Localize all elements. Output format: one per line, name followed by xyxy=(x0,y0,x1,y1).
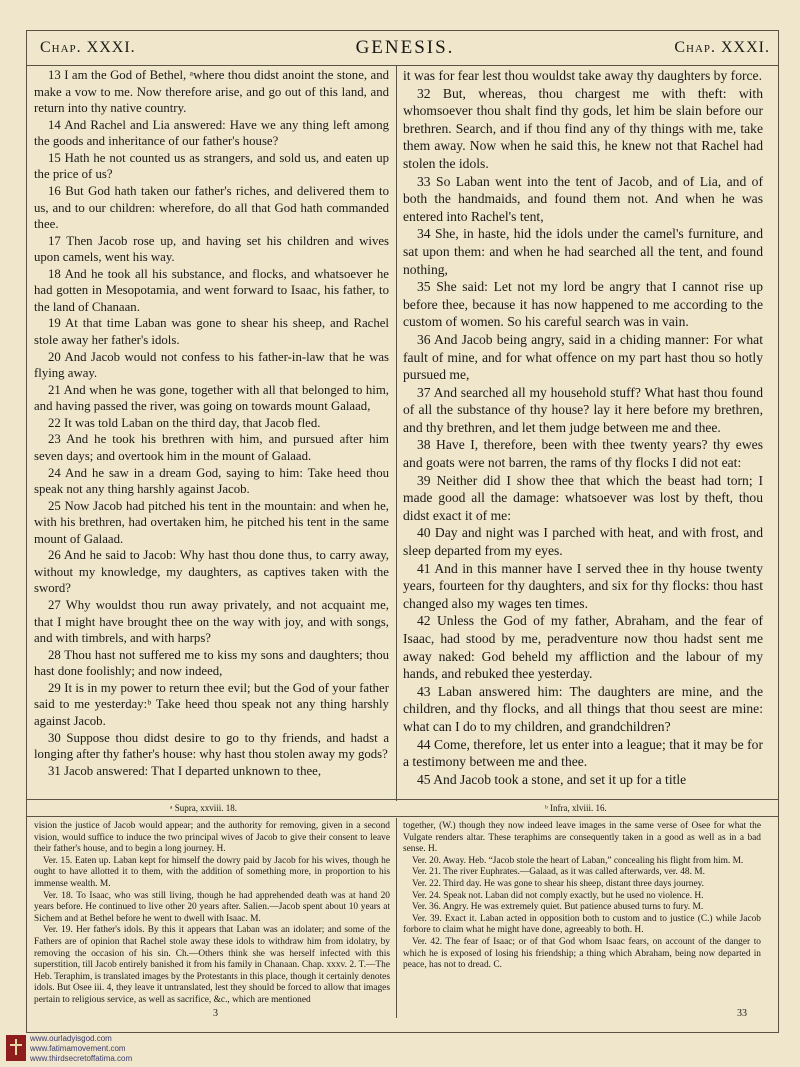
verse-paragraph: 22 It was told Laban on the third day, that Jacob fled. xyxy=(48,415,321,430)
commentary-note: Ver. 15. Eaten up. Laban kept for himself the dowry paid by Jacob for his wives, though he ought to have allotted it to them, with the addition of something more, in proportion to his immense wealth. M. xyxy=(34,855,390,889)
commentary-note: vision the justice of Jacob would appear; and the authority for removing, given in a second vision, would suffice to induce the two principal wives of Jacob to give their consent to leave their father's house, and to begin a long journey. H. xyxy=(34,821,390,855)
verse-paragraph: 14 And Rachel and Lia answered: Have we any thing left among the goods and inheritance of our father's house? xyxy=(34,117,389,149)
verse-paragraph: 41 And in this manner have I served thee in thy house twenty years, fourteen for thy daughters, and six for thy flocks: thou hast changed also my wages ten times. xyxy=(403,560,763,611)
verse-paragraph: 37 And searched all my household stuff? What hast thou found of all the substance of thy house? lay it here before my brethren, and thy brethren, and let them judge between me and thee. xyxy=(403,384,763,435)
watermark-urls xyxy=(30,1034,132,1064)
watermark-url[interactable]: www.fatimamovement.com xyxy=(30,1044,126,1053)
verse-paragraph: 43 Laban answered him: The daughters are mine, and the children, and thy flocks, and all things that thou seest are mine: what can I do to my children, and grandchildren? xyxy=(403,683,763,734)
verse-paragraph: 19 At that time Laban was gone to shear his sheep, and Rachel stole away her father's idols. xyxy=(34,316,389,347)
verse-paragraph: 17 Then Jacob rose up, and having set his children and wives upon camels, went his way. xyxy=(34,233,389,265)
commentary-note: Ver. 19. Her father's idols. By this it appears that Laban was an idolater; and some of the Fathers are of opinion that Rachel stole away these idols to withdraw him from idolatry, by removing the occasion of his sin. Ch.—Others think she was herself infected with this superstition, till Jacob entirely banished it from his family in Chanaan. Chap. xxxv. 2. T.—The Heb. Teraphim, is translated images by the Protestants in this place, though it certainly denotes idols. But Osee iii. 4, they leave it untranslated, lest they should be forced to allow that images pertain to religious service, as well as sacrifice, &c., which are mentioned xyxy=(34,925,390,1005)
header-chapter-left: Chap. XXXI. xyxy=(40,39,136,56)
verse-paragraph: 23 And he took his brethren with him, and pursued after him seven days; and overtook him in the mount of Galaad. xyxy=(34,432,389,463)
header-chapter-right: Chap. XXXI. xyxy=(674,39,770,56)
verse-paragraph: 27 Why wouldst thou run away privately, and not acquaint me, that I might have brought thee on the way with joy, and with songs, and with timbrels, and with harps? xyxy=(34,598,389,646)
commentary-note: Ver. 18. To Isaac, who was still living, though he had apprehended death was at hand 20 years before. He continued to live other 20 years after. Salien.—Jacob spent about 10 years at Sichem and at Bethel before he went to dwell with Isaac. M. xyxy=(34,890,390,924)
verse-paragraph: 40 Day and night was I parched with heat, and with frost, and sleep departed from my eyes. xyxy=(403,525,763,559)
verse-paragraph: 26 And he said to Jacob: Why hast thou done thus, to carry away, without my knowledge, my daughters, as captives taken with the sword? xyxy=(34,548,389,596)
verse-paragraph: 45 And Jacob took a stone, and set it up for a title xyxy=(417,771,687,787)
verse-paragraph: 30 Suppose thou didst desire to go to thy friends, and hadst a longing after thy father's house: why hast thou stolen away my gods? xyxy=(34,730,389,762)
footnote-reference-left: ᵃ Supra, xxviii. 18. xyxy=(170,803,237,813)
commentary-note: together, (W.) though they now indeed leave images in the same verse of Osee for what the Vulgate renders altar. These teraphims are consequently taken in a good as well as in a bad sense. H. xyxy=(403,821,761,855)
verse-paragraph: 35 She said: Let not my lord be angry that I cannot rise up before thee, because it has now happened to me according to the custom of women. So his careful search was in vain. xyxy=(403,279,763,330)
running-header xyxy=(40,37,770,67)
footnote-reference-right: ᵇ Infra, xlviii. 16. xyxy=(545,803,607,813)
commentary-right xyxy=(403,821,761,972)
verse-paragraph: 21 And when he was gone, together with all that belonged to him, and having passed the river, was going on towards mount Galaad, xyxy=(34,382,389,414)
commentary-note: Ver. 36. Angry. He was extremely quiet. But patience abused turns to fury. M. xyxy=(412,902,704,913)
verse-paragraph: 15 Hath he not counted us as strangers, and sold us, and eaten up the price of us? xyxy=(34,150,389,182)
verse-paragraph: 36 And Jacob being angry, said in a chiding manner: For what fault of mine, and for what offence on my part hast thou so hotly pursued me, xyxy=(403,331,763,383)
verse-paragraph: 38 Have I, therefore, been with thee twenty years? thy ewes and goats were not barren, the rams of thy flocks I did not eat: xyxy=(403,437,763,471)
commentary-note: Ver. 20. Away. Heb. “Jacob stole the heart of Laban,” concealing his flight from him. M. xyxy=(412,855,744,866)
commentary-note: Ver. 24. Speak not. Laban did not comply exactly, but he used no violence. H. xyxy=(412,890,704,901)
verse-paragraph: 28 Thou hast not suffered me to kiss my sons and daughters; thou hast done foolishly; and now indeed, xyxy=(34,647,389,679)
commentary-rule xyxy=(27,816,778,817)
verse-paragraph: 20 And Jacob would not confess to his father-in-law that he was flying away. xyxy=(34,349,389,381)
footnote-rule-top xyxy=(27,799,778,800)
commentary-divider xyxy=(396,818,397,1018)
page-number-left: 3 xyxy=(213,1008,218,1019)
fatima-logo-icon xyxy=(6,1035,26,1061)
scripture-column-left xyxy=(34,67,389,779)
watermark-url[interactable]: www.ourladyisgod.com xyxy=(30,1034,112,1043)
scripture-column-right xyxy=(403,67,763,788)
verse-paragraph: 44 Come, therefore, let us enter into a league; that it may be for a testimony between me and thee. xyxy=(403,736,763,770)
commentary-note: Ver. 39. Exact it. Laban acted in opposition both to custom and to justice (C.) while Jacob forbore to claim what he might have done, agreeably to both. H. xyxy=(403,913,761,936)
commentary-note: Ver. 42. The fear of Isaac; or of that God whom Isaac fears, on account of the danger to which he is exposed of losing his friendship; a thing which Abraham, being now departed in peace, has not to dread. C. xyxy=(403,936,761,971)
verse-paragraph: it was for fear lest thou wouldst take away thy daughters by force. xyxy=(403,68,762,83)
commentary-left xyxy=(34,821,390,1007)
verse-paragraph: 16 But God hath taken our father's riches, and delivered them to us, and to our children: wherefore, do all that God hath commanded thee. xyxy=(34,183,389,232)
verse-paragraph: 24 And he saw in a dream God, saying to him: Take heed thou speak not any thing harshly against Jacob. xyxy=(34,465,389,497)
page-number-right: 33 xyxy=(737,1008,747,1019)
verse-paragraph: 42 Unless the God of my father, Abraham, and the fear of Isaac, had stood by me, peradventure now thou hadst sent me away naked: God beheld my affliction and the labour of my hands, and rebuked thee yesterday. xyxy=(403,613,763,682)
column-divider xyxy=(396,66,397,801)
verse-paragraph: 18 And he took all his substance, and flocks, and whatsoever he had gotten in Mesopotamia, and went forward to Isaac, his father, to the land of Chanaan. xyxy=(34,266,389,314)
verse-paragraph: 33 So Laban went into the tent of Jacob, and of Lia, and of both the handmaids, and found them not. And when he was entered into Rachel's tent, xyxy=(403,173,763,224)
verse-paragraph: 32 But, whereas, thou chargest me with theft: with whomsoever thou shalt find thy gods, let him be slain before our brethren. Search, and if thou find any of thy things with me, take them away. Now when he said this, he knew not that Rachel had stolen the idols. xyxy=(403,85,763,171)
header-rule xyxy=(27,65,778,66)
verse-paragraph: 13 I am the God of Bethel, ᵃwhere thou didst anoint the stone, and make a vow to me. Now therefore arise, and go out of this land, and return into thy native country. xyxy=(34,68,389,116)
commentary-note: Ver. 21. The river Euphrates.—Galaad, as it was called afterwards, ver. 48. M. xyxy=(412,867,705,878)
verse-paragraph: 31 Jacob answered: That I departed unknown to thee, xyxy=(48,763,322,778)
commentary-note: Ver. 22. Third day. He was gone to shear his sheep, distant three days journey. xyxy=(412,878,705,889)
verse-paragraph: 25 Now Jacob had pitched his tent in the mountain: and when he, with his brethren, had overtaken him, he pitched his tent in the same mount of Galaad. xyxy=(34,498,389,546)
verse-paragraph: 39 Neither did I show thee that which the beast had torn; I made good all the damage: whatsoever was lost by theft, thou didst exact it of me: xyxy=(403,472,763,523)
verse-paragraph: 29 It is in my power to return thee evil; but the God of your father said to me yesterday:ᵇ Take heed thou speak not any thing harshly against Jacob. xyxy=(34,680,389,728)
watermark-url[interactable]: www.thirdsecretoffatima.com xyxy=(30,1054,133,1063)
header-book-title: GENESIS. xyxy=(355,37,455,58)
verse-paragraph: 34 She, in haste, hid the idols under the camel's furniture, and sat upon them: and when he had searched all the tent, and found nothing, xyxy=(403,226,763,277)
